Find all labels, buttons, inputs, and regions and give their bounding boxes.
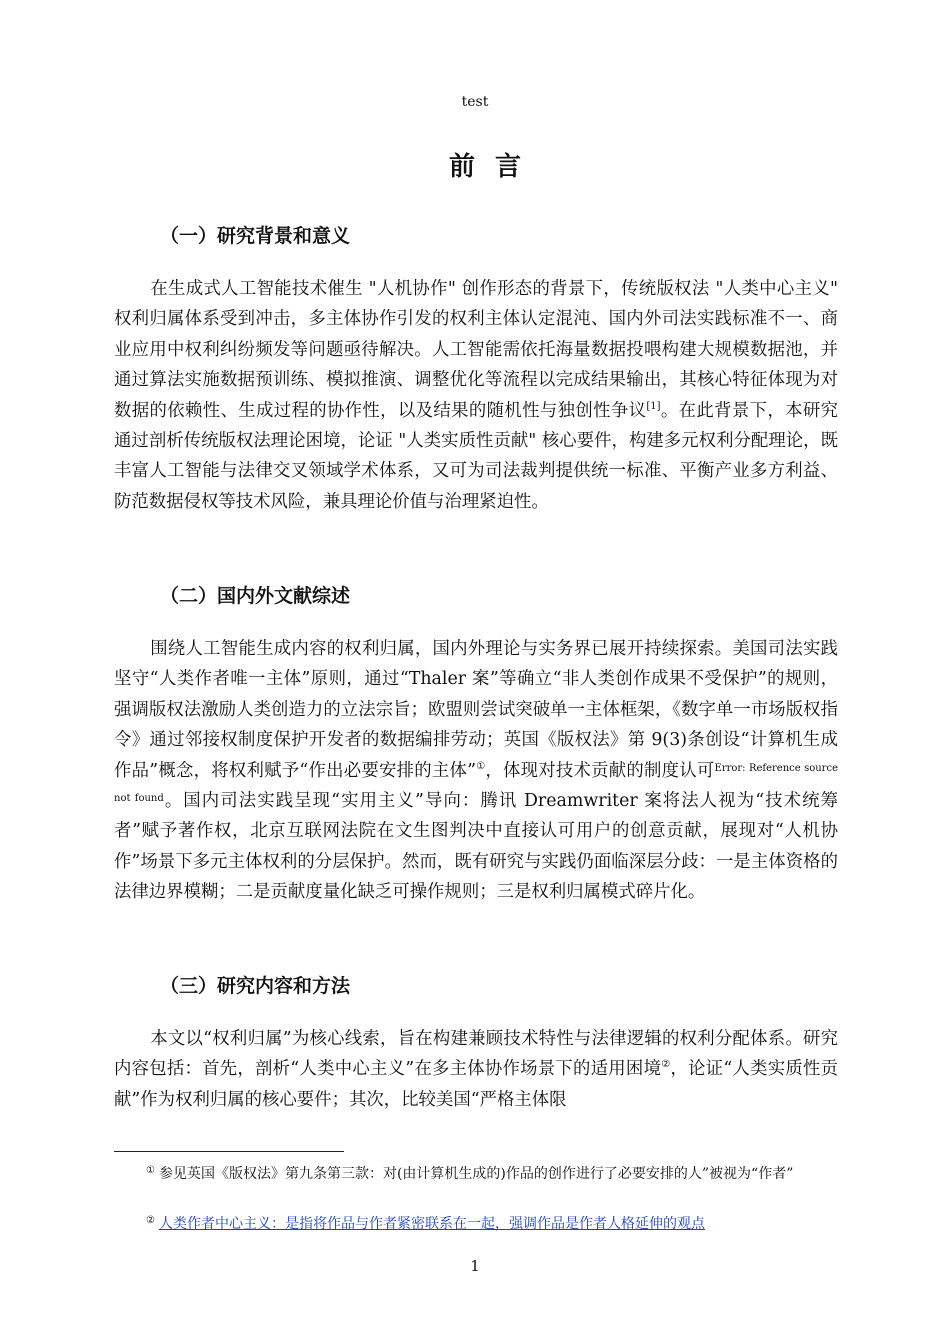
page-title: 前言 bbox=[448, 152, 541, 182]
footnote-1 bbox=[114, 1159, 838, 1186]
paragraph-text: 在生成式人工智能技术催生 "人机协作" 创作形态的背景下，传统版权法 "人类中心主义" 权利归属体系受到冲击，多主体协作引发的权利主体认定混沌、国内外司法实践标准不一、商业应用中权利纠纷频发等问题亟待解决。人工智能需依托海量数据投喂构建大规模数据池，并通过算法实施数据预训练、模拟推演、调整优化等流程以完成结果输出，其核心特征体现为对数据的依赖性、生成过程的协作性，以及结果的随机性与独创性争议 bbox=[114, 279, 838, 421]
footnote-link[interactable]: 人类作者中心主义：是指将作品与作者紧密联系在一起，强调作品是作者人格延伸的观点 bbox=[158, 1216, 705, 1232]
footnote-divider bbox=[114, 1151, 344, 1152]
footnote-2 bbox=[114, 1209, 838, 1236]
footnote-mark: ② bbox=[146, 1215, 155, 1226]
paragraph-text-mid: ，体现对技术贡献的制度认可 bbox=[485, 760, 715, 781]
footnote-mark: ① bbox=[146, 1165, 155, 1176]
page-header: test bbox=[461, 94, 489, 110]
paragraph-text-tail: 。在此背景下，本研究通过剖析传统版权法理论困境，论证 "人类实质性贡献" 核心要件，构建多元权利分配理论，既丰富人工智能与法律交叉领域学术体系，又可为司法裁判提供统一标准、平衡产业多方利益、防范数据侵权等技术风险，兼具理论价值与治理紧迫性。 bbox=[114, 400, 838, 512]
paragraph-methods bbox=[114, 1024, 838, 1115]
section-heading-methods: （三）研究内容和方法 bbox=[160, 975, 351, 997]
footnote-ref-1[interactable]: ① bbox=[475, 760, 486, 772]
citation-ref[interactable]: [1] bbox=[646, 400, 661, 412]
paragraph-text-tail: ，论证“人类实质性贡献”作为权利归属的核心要件；其次，比较美国“严格主体限 bbox=[114, 1059, 838, 1110]
paragraph-literature bbox=[114, 634, 838, 908]
paragraph-text: 围绕人工智能生成内容的权利归属，国内外理论与实务界已展开持续探索。美国司法实践坚守“人类作者唯一主体”原则，通过“Thaler 案”等确立“非人类创作成果不受保护”的规则，强调版权法激励人类创造力的立法宗旨；欧盟则尝试突破单一主体框架，《数字单一市场版权指令》通过邻接权制度保护开发者的数据编排劳动；英国《版权法》第 9(3)条创设“计算机生成作品”概念，将权利赋予“作出必要安排的主体” bbox=[114, 639, 838, 781]
section-heading-literature: （二）国内外文献综述 bbox=[160, 585, 351, 607]
page-number: 1 bbox=[470, 1257, 480, 1275]
footnote-ref-2[interactable]: ② bbox=[661, 1059, 671, 1071]
paragraph-text: 本文以“权利归属”为核心线索，旨在构建兼顾技术特性与法律逻辑的权利分配体系。研究内容包括：首先，剖析“人类中心主义”在多主体协作场景下的适用困境 bbox=[114, 1029, 838, 1080]
section-heading-background: （一）研究背景和意义 bbox=[160, 225, 351, 247]
footnote-text: 参见英国《版权法》第九条第三款：对(由计算机生成的)作品的创作进行了必要安排的人”被视为“作者” bbox=[158, 1166, 794, 1182]
paragraph-background bbox=[114, 274, 838, 517]
paragraph-text-tail: 。国内司法实践呈现“实用主义”导向：腾讯 Dreamwriter 案将法人视为“技术统筹者”赋予著作权，北京互联网法院在文生图判决中直接认可用户的创意贡献，展现对“人机协作”场景下多元主体权利的分层保护。然而，既有研究与实践仍面临深层分歧：一是主体资格的法律边界模糊；二是贡献度量化缺乏可操作规则；三是权利归属模式碎片化。 bbox=[114, 791, 838, 903]
reference-error: Error: Reference source not found bbox=[114, 762, 838, 805]
